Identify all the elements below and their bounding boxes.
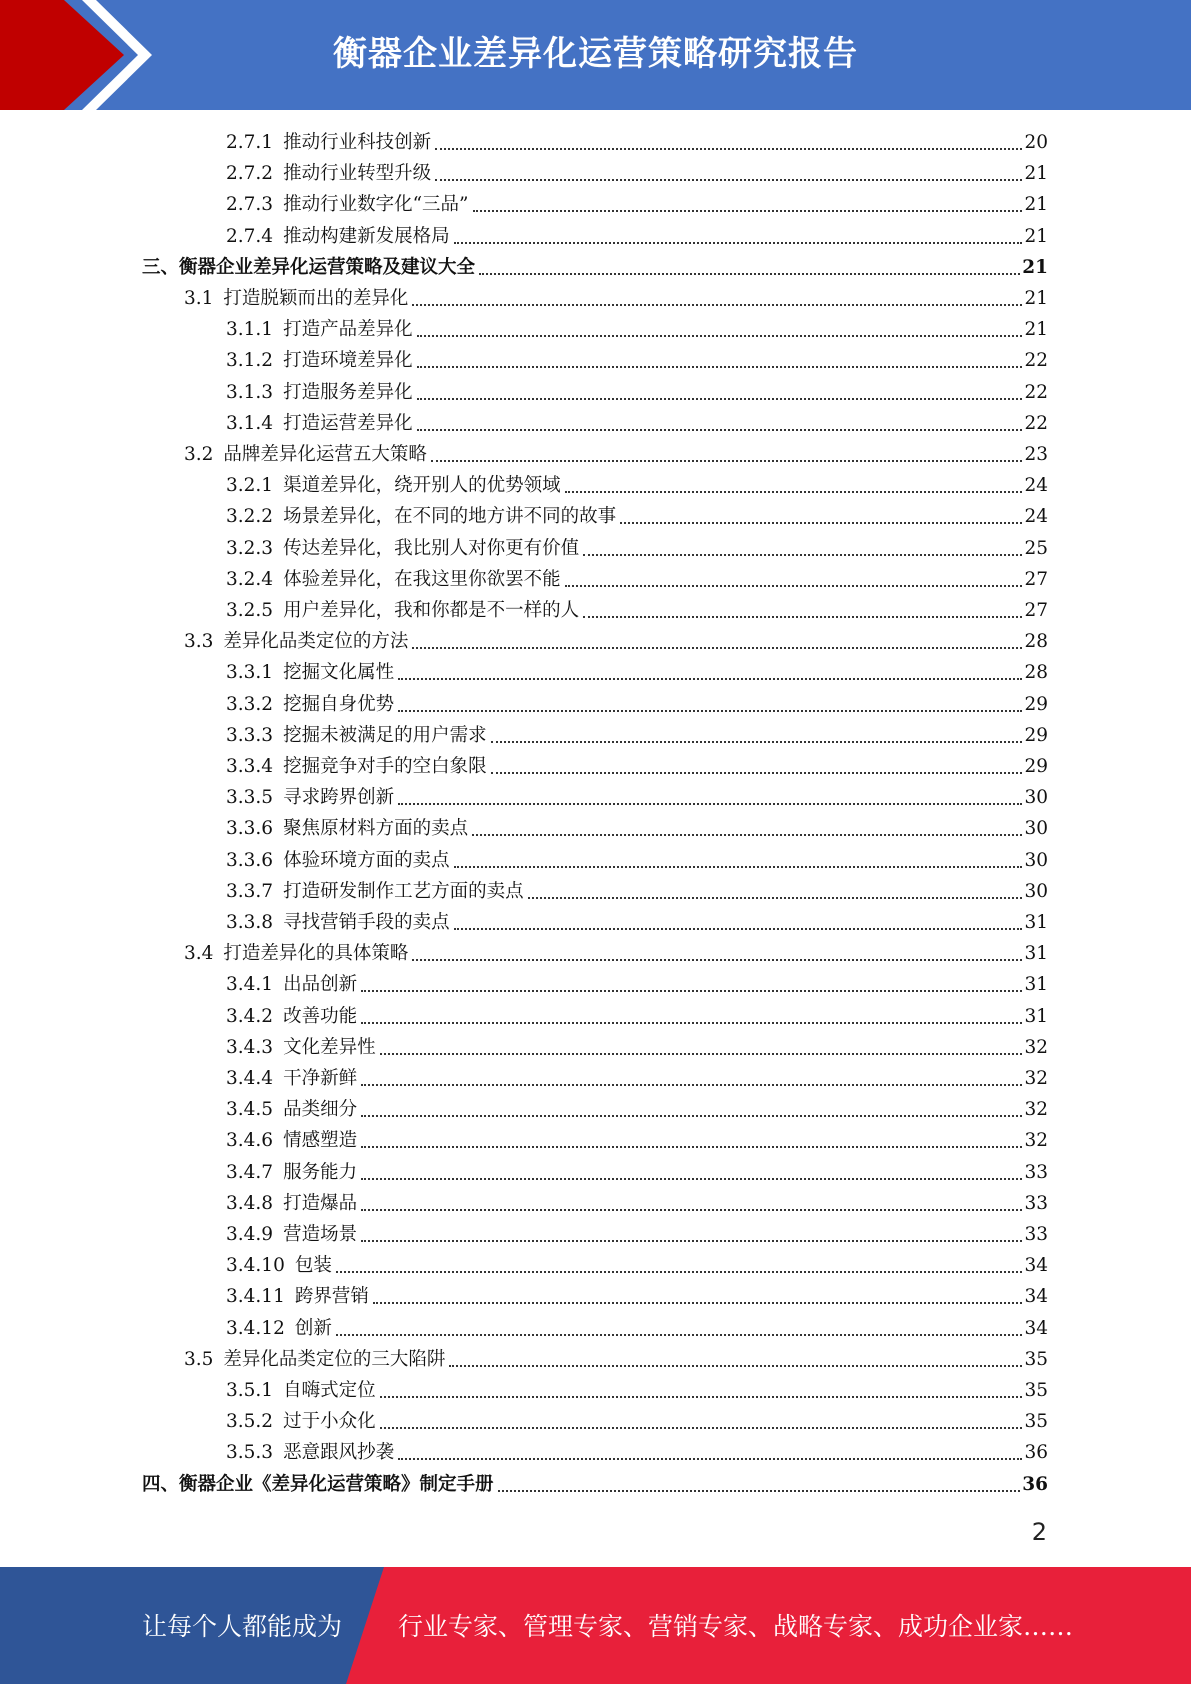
toc-entry-label: [226, 221, 452, 252]
toc-entry-label: [226, 876, 526, 907]
page-header: [0, 0, 1191, 110]
toc-leader-dots: [565, 585, 1023, 587]
toc-entry-label: [226, 314, 415, 345]
toc-entry-number: 2.7.4: [226, 225, 274, 247]
toc-entry-number: 3.1.4: [226, 412, 274, 434]
toc-entry-number: 3.4.12: [226, 1317, 285, 1339]
toc-leader-dots: [336, 1334, 1023, 1336]
toc-entry-label: [226, 533, 581, 564]
toc-entry-page: 24: [1024, 475, 1048, 497]
toc-leader-dots: [412, 647, 1022, 649]
toc-entry-label: [226, 564, 563, 595]
toc-entry-title: 寻求跨界创新: [283, 787, 395, 809]
toc-entry-page: 21: [1024, 288, 1048, 309]
toc-entry[interactable]: [226, 1406, 1048, 1437]
toc-entry-title: 干净新鲜: [283, 1068, 358, 1089]
toc-entry[interactable]: [142, 1469, 1048, 1500]
toc-entry-label: [226, 1219, 359, 1250]
toc-leader-dots: [417, 335, 1023, 337]
toc-entry-number: 3.3.6: [226, 818, 274, 840]
toc-leader-dots: [498, 1490, 1021, 1492]
toc-entry-label: [184, 439, 429, 470]
toc-entry[interactable]: [226, 876, 1048, 907]
toc-entry-label: [226, 1313, 334, 1344]
toc-entry-title: 四、衡器企业《差异化运营策略》制定手册: [142, 1473, 494, 1495]
toc-entry-title: 推动行业数字化“三品”: [283, 194, 469, 216]
toc-entry-number: 3.5.3: [226, 1442, 274, 1464]
toc-entry-number: 3.3.5: [226, 787, 274, 809]
toc-entry-number: 3.4.5: [226, 1099, 274, 1121]
toc-entry[interactable]: [226, 1313, 1048, 1344]
toc-entry-number: 3.4.7: [226, 1161, 274, 1183]
toc-entry[interactable]: [226, 969, 1048, 1000]
toc-entry-title: 用户差异化，我和你都是不一样的人: [283, 600, 580, 621]
toc-entry-page: 29: [1024, 693, 1048, 715]
toc-entry-page: 32: [1024, 1099, 1048, 1121]
toc-entry[interactable]: [184, 1344, 1048, 1375]
toc-entry-page: 21: [1024, 163, 1048, 185]
toc-entry[interactable]: [226, 751, 1048, 782]
toc-entry[interactable]: [226, 533, 1048, 564]
toc-entry-number: 3.3.8: [226, 912, 274, 933]
toc-entry-page: 29: [1024, 756, 1048, 777]
toc-entry-label: [226, 595, 581, 626]
toc-entry-title: 打造脱颖而出的差异化: [223, 288, 409, 309]
toc-entry-label: [142, 1469, 496, 1500]
toc-leader-dots: [583, 616, 1022, 618]
toc-entry-label: [226, 189, 471, 220]
toc-leader-dots: [620, 522, 1022, 524]
toc-leader-dots: [417, 398, 1023, 400]
toc-entry-title: 聚焦原材料方面的卖点: [283, 818, 469, 840]
toc-entry[interactable]: [226, 689, 1048, 720]
toc-entry-page: 21: [1024, 319, 1048, 341]
toc-entry-title: 过于小众化: [283, 1411, 376, 1433]
toc-entry-title: 自嗨式定位: [283, 1380, 376, 1401]
toc-entry-page: 30: [1024, 880, 1048, 902]
toc-entry-page: 32: [1024, 1068, 1048, 1089]
toc-leader-dots: [454, 928, 1023, 930]
toc-entry-title: 恶意跟风抄袭: [283, 1442, 395, 1464]
toc-entry-number: 3.4.2: [226, 1005, 274, 1027]
toc-entry-title: 推动行业科技创新: [283, 132, 432, 153]
toc-entry-title: 打造研发制作工艺方面的卖点: [283, 880, 524, 902]
toc-entry-number: 3.2.4: [226, 568, 274, 590]
toc-entry-title: 创新: [294, 1317, 332, 1339]
toc-entry-title: 渠道差异化，绕开别人的优势领域: [283, 475, 561, 497]
toc-entry-label: [226, 720, 489, 751]
toc-entry-title: 挖掘竞争对手的空白象限: [283, 756, 487, 777]
toc-entry-label: [226, 1375, 378, 1406]
toc-entry[interactable]: [226, 782, 1048, 813]
toc-entry-number: 3.2.5: [226, 600, 274, 621]
toc-entry-number: 3.3.2: [226, 693, 274, 715]
toc-entry-page: 23: [1024, 444, 1048, 465]
toc-entry-title: 体验差异化，在我这里你欲罢不能: [283, 568, 561, 590]
toc-entry-title: 推动构建新发展格局: [283, 225, 450, 247]
toc-entry-page: 20: [1024, 132, 1048, 153]
toc-entry-title: 服务能力: [283, 1161, 358, 1183]
toc-entry-label: [184, 1344, 447, 1375]
toc-entry-number: 3.5: [184, 1348, 214, 1370]
toc-entry[interactable]: [226, 1001, 1048, 1032]
toc-leader-dots: [583, 554, 1022, 556]
toc-entry-title: 差异化品类定位的三大陷阱: [223, 1348, 446, 1370]
toc-entry-number: 3.3.3: [226, 724, 274, 746]
toc-leader-dots: [454, 866, 1023, 868]
toc-entry-label: [226, 1406, 378, 1437]
toc-entry-number: 3.4.1: [226, 974, 274, 996]
toc-entry-page: 35: [1024, 1380, 1048, 1401]
toc-leader-dots: [412, 959, 1022, 961]
toc-entry-number: 3.1.2: [226, 350, 274, 372]
toc-entry-label: [226, 158, 433, 189]
toc-entry-title: 情感塑造: [283, 1130, 358, 1152]
toc-entry-number: 3.3.6: [226, 849, 274, 871]
toc-entry[interactable]: [226, 1063, 1048, 1094]
toc-entry-title: 营造场景: [283, 1224, 358, 1245]
toc-leader-dots: [435, 148, 1022, 150]
toc-entry-label: [226, 1157, 359, 1188]
toc-leader-dots: [373, 1302, 1023, 1304]
toc-entry-number: 3.1: [184, 288, 214, 309]
toc-entry[interactable]: [226, 1219, 1048, 1250]
toc-leader-dots: [361, 1209, 1022, 1211]
toc-leader-dots: [479, 273, 1020, 275]
toc-entry-label: [142, 252, 477, 283]
toc-entry-title: 挖掘未被满足的用户需求: [283, 724, 487, 746]
toc-entry-page: 30: [1024, 787, 1048, 809]
toc-entry-label: [226, 127, 433, 158]
toc-entry-number: 3.2.2: [226, 506, 274, 528]
toc-entry-title: 品类细分: [283, 1099, 358, 1121]
toc-entry[interactable]: [142, 252, 1048, 283]
toc-entry[interactable]: [226, 657, 1048, 688]
toc-entry[interactable]: [184, 938, 1048, 969]
toc-entry-page: 21: [1024, 194, 1048, 216]
toc-entry[interactable]: [226, 470, 1048, 501]
toc-entry[interactable]: [226, 158, 1048, 189]
toc-entry[interactable]: [226, 1157, 1048, 1188]
header-title: 衡器企业差异化运营策略研究报告: [333, 34, 858, 74]
toc-entry-label: [226, 1188, 359, 1219]
toc-entry-page: 21: [1022, 256, 1048, 278]
toc-entry[interactable]: [226, 564, 1048, 595]
toc-entry-title: 推动行业转型升级: [283, 163, 432, 185]
toc-entry[interactable]: [226, 907, 1048, 938]
toc-entry[interactable]: [226, 501, 1048, 532]
toc-entry-label: [226, 1281, 371, 1312]
toc-entry-number: 3.4.8: [226, 1192, 274, 1214]
toc-entry[interactable]: [226, 314, 1048, 345]
toc-entry-number: 3.5.1: [226, 1380, 274, 1401]
toc-entry-title: 打造产品差异化: [283, 319, 413, 341]
toc-leader-dots: [336, 1271, 1023, 1273]
toc-entry-number: 3.4.10: [226, 1255, 285, 1277]
toc-entry-page: 28: [1024, 631, 1048, 653]
toc-entry-page: 30: [1024, 818, 1048, 840]
toc-entry-number: 3.3.4: [226, 756, 274, 777]
footer-slogan-right: 行业专家、管理专家、营销专家、战略专家、成功企业家……: [398, 1612, 1074, 1641]
toc-entry[interactable]: [226, 1375, 1048, 1406]
toc-entry-page: 27: [1024, 568, 1048, 590]
toc-entry-title: 包装: [294, 1255, 332, 1277]
toc-leader-dots: [398, 710, 1022, 712]
toc-entry-title: 出品创新: [283, 974, 358, 996]
toc-entry-label: [184, 283, 410, 314]
toc-entry-label: [226, 377, 415, 408]
toc-leader-dots: [491, 772, 1023, 774]
toc-leader-dots: [361, 1022, 1022, 1024]
toc-entry-title: 打造差异化的具体策略: [223, 943, 409, 965]
toc-entry[interactable]: [226, 1094, 1048, 1125]
toc-entry-page: 31: [1024, 943, 1048, 965]
toc-entry-title: 体验环境方面的卖点: [283, 849, 450, 871]
toc-leader-dots: [380, 1053, 1023, 1055]
toc-leader-dots: [361, 990, 1022, 992]
page-number: 2: [1031, 1518, 1047, 1546]
toc-entry-title: 改善功能: [283, 1005, 358, 1027]
toc-entry-number: 3.3.1: [226, 662, 274, 684]
toc-leader-dots: [491, 741, 1023, 743]
toc-entry-page: 31: [1024, 912, 1048, 933]
toc-entry-page: 35: [1024, 1348, 1048, 1370]
toc-entry[interactable]: [226, 127, 1048, 158]
toc-entry-label: [226, 969, 359, 1000]
toc-leader-dots: [417, 429, 1023, 431]
toc-entry-title: 打造运营差异化: [283, 412, 413, 434]
toc-entry[interactable]: [184, 439, 1048, 470]
toc-entry-page: 33: [1024, 1224, 1048, 1245]
toc-leader-dots: [361, 1178, 1022, 1180]
toc-entry-number: 3.1.1: [226, 319, 274, 341]
toc-entry[interactable]: [226, 813, 1048, 844]
toc-entry-page: 33: [1024, 1161, 1048, 1183]
toc-entry-page: 36: [1022, 1473, 1048, 1495]
toc-entry-page: 35: [1024, 1411, 1048, 1433]
toc-entry-number: 3.4.11: [226, 1286, 285, 1308]
toc-leader-dots: [431, 460, 1023, 462]
toc-entry-page: 34: [1024, 1255, 1048, 1277]
toc-entry-label: [184, 626, 410, 657]
toc-entry[interactable]: [226, 845, 1048, 876]
page-footer: [0, 1567, 1191, 1684]
toc-entry[interactable]: [226, 1188, 1048, 1219]
toc-entry[interactable]: [226, 595, 1048, 626]
toc-entry-number: 3.4.6: [226, 1130, 274, 1152]
toc-entry-title: 差异化品类定位的方法: [223, 631, 409, 653]
toc-entry-page: 32: [1024, 1130, 1048, 1152]
toc-entry-page: 31: [1024, 974, 1048, 996]
toc-entry[interactable]: [226, 1125, 1048, 1156]
toc-leader-dots: [361, 1146, 1022, 1148]
toc-entry-label: [226, 751, 489, 782]
toc-entry-label: [226, 845, 452, 876]
toc-entry-page: 34: [1024, 1286, 1048, 1308]
toc-leader-dots: [398, 678, 1022, 680]
toc-entry[interactable]: [226, 720, 1048, 751]
toc-leader-dots: [528, 897, 1023, 899]
toc-entry-page: 33: [1024, 1192, 1048, 1214]
toc-leader-dots: [398, 1458, 1022, 1460]
toc-entry-page: 24: [1024, 506, 1048, 528]
toc-entry-page: 32: [1024, 1036, 1048, 1058]
toc-leader-dots: [361, 1240, 1022, 1242]
toc-entry-number: 3.3.7: [226, 880, 274, 902]
footer-slogan-left: 让每个人都能成为: [142, 1612, 343, 1641]
toc-entry-label: [226, 1437, 396, 1468]
toc-leader-dots: [398, 803, 1022, 805]
toc-entry-label: [226, 1063, 359, 1094]
toc-entry-title: 挖掘文化属性: [283, 662, 395, 684]
toc-entry-label: [226, 813, 470, 844]
toc-entry-number: 3.4.9: [226, 1224, 274, 1245]
toc-entry-number: 3.2.3: [226, 537, 274, 559]
toc-leader-dots: [565, 491, 1023, 493]
toc-entry-title: 打造爆品: [283, 1192, 358, 1214]
toc-entry-page: 36: [1024, 1442, 1048, 1464]
toc-entry-label: [226, 689, 396, 720]
toc-entry-page: 22: [1024, 350, 1048, 372]
toc-entry-label: [226, 408, 415, 439]
toc-entry[interactable]: [184, 626, 1048, 657]
toc-entry[interactable]: [226, 408, 1048, 439]
toc-entry-number: 3.4.3: [226, 1036, 274, 1058]
toc-entry-page: 21: [1024, 225, 1048, 247]
toc-entry-label: [226, 782, 396, 813]
toc-entry[interactable]: [226, 189, 1048, 220]
toc-entry[interactable]: [226, 221, 1048, 252]
toc-leader-dots: [454, 242, 1023, 244]
toc-entry-number: 3.1.3: [226, 381, 274, 403]
toc-entry[interactable]: [226, 1281, 1048, 1312]
toc-entry-label: [226, 907, 452, 938]
toc-entry-page: 30: [1024, 849, 1048, 871]
toc-leader-dots: [449, 1365, 1022, 1367]
toc-entry[interactable]: [226, 1250, 1048, 1281]
toc-entry[interactable]: [226, 1437, 1048, 1468]
toc-entry-page: 29: [1024, 724, 1048, 746]
toc-entry[interactable]: [226, 345, 1048, 376]
toc-entry-page: 31: [1024, 1005, 1048, 1027]
toc-entry-title: 跨界营销: [294, 1286, 369, 1308]
toc-entry-page: 25: [1024, 537, 1048, 559]
toc-entry-number: 2.7.3: [226, 194, 274, 216]
toc-entry-title: 品牌差异化运营五大策略: [223, 444, 427, 465]
toc-leader-dots: [472, 834, 1022, 836]
toc-leader-dots: [361, 1084, 1022, 1086]
toc-entry-title: 挖掘自身优势: [283, 693, 395, 715]
toc-entry-page: 28: [1024, 662, 1048, 684]
toc-entry-label: [226, 1032, 378, 1063]
toc-entry-number: 3.2.1: [226, 475, 274, 497]
toc-leader-dots: [435, 179, 1022, 181]
toc-entry-number: 2.7.1: [226, 132, 274, 153]
toc-entry-title: 文化差异性: [283, 1036, 376, 1058]
toc-leader-dots: [412, 304, 1022, 306]
toc-entry-page: 22: [1024, 381, 1048, 403]
toc-entry-title: 场景差异化，在不同的地方讲不同的故事: [283, 506, 617, 528]
toc-entry-title: 打造环境差异化: [283, 350, 413, 372]
toc-entry-label: [226, 1001, 359, 1032]
toc-entry-label: [226, 1094, 359, 1125]
toc-entry-page: 27: [1024, 600, 1048, 621]
toc-entry-page: 22: [1024, 412, 1048, 434]
toc-entry-label: [226, 1125, 359, 1156]
toc-entry-label: [226, 657, 396, 688]
toc-entry[interactable]: [184, 283, 1048, 314]
toc-entry[interactable]: [226, 377, 1048, 408]
toc-leader-dots: [380, 1396, 1023, 1398]
toc-entry-label: [226, 470, 563, 501]
toc-leader-dots: [380, 1427, 1023, 1429]
toc-entry-label: [226, 1250, 334, 1281]
toc-entry-title: 打造服务差异化: [283, 381, 413, 403]
toc-leader-dots: [473, 210, 1023, 212]
toc-leader-dots: [361, 1115, 1022, 1117]
toc-entry[interactable]: [226, 1032, 1048, 1063]
toc-entry-label: [226, 501, 618, 532]
toc-entry-number: 3.3: [184, 631, 214, 653]
toc-entry-number: 3.4: [184, 943, 214, 965]
toc-entry-number: 3.4.4: [226, 1068, 274, 1089]
toc-entry-title: 三、衡器企业差异化运营策略及建议大全: [142, 256, 476, 278]
toc-entry-title: 寻找营销手段的卖点: [283, 912, 450, 933]
toc-entry-label: [226, 345, 415, 376]
toc-entry-page: 34: [1024, 1317, 1048, 1339]
toc-leader-dots: [417, 366, 1023, 368]
toc-entry-number: 3.2: [184, 444, 214, 465]
toc-entry-title: 传达差异化，我比别人对你更有价值: [283, 537, 580, 559]
toc-entry-number: 3.5.2: [226, 1411, 274, 1433]
toc-entry-number: 2.7.2: [226, 163, 274, 185]
toc-entry-label: [184, 938, 410, 969]
